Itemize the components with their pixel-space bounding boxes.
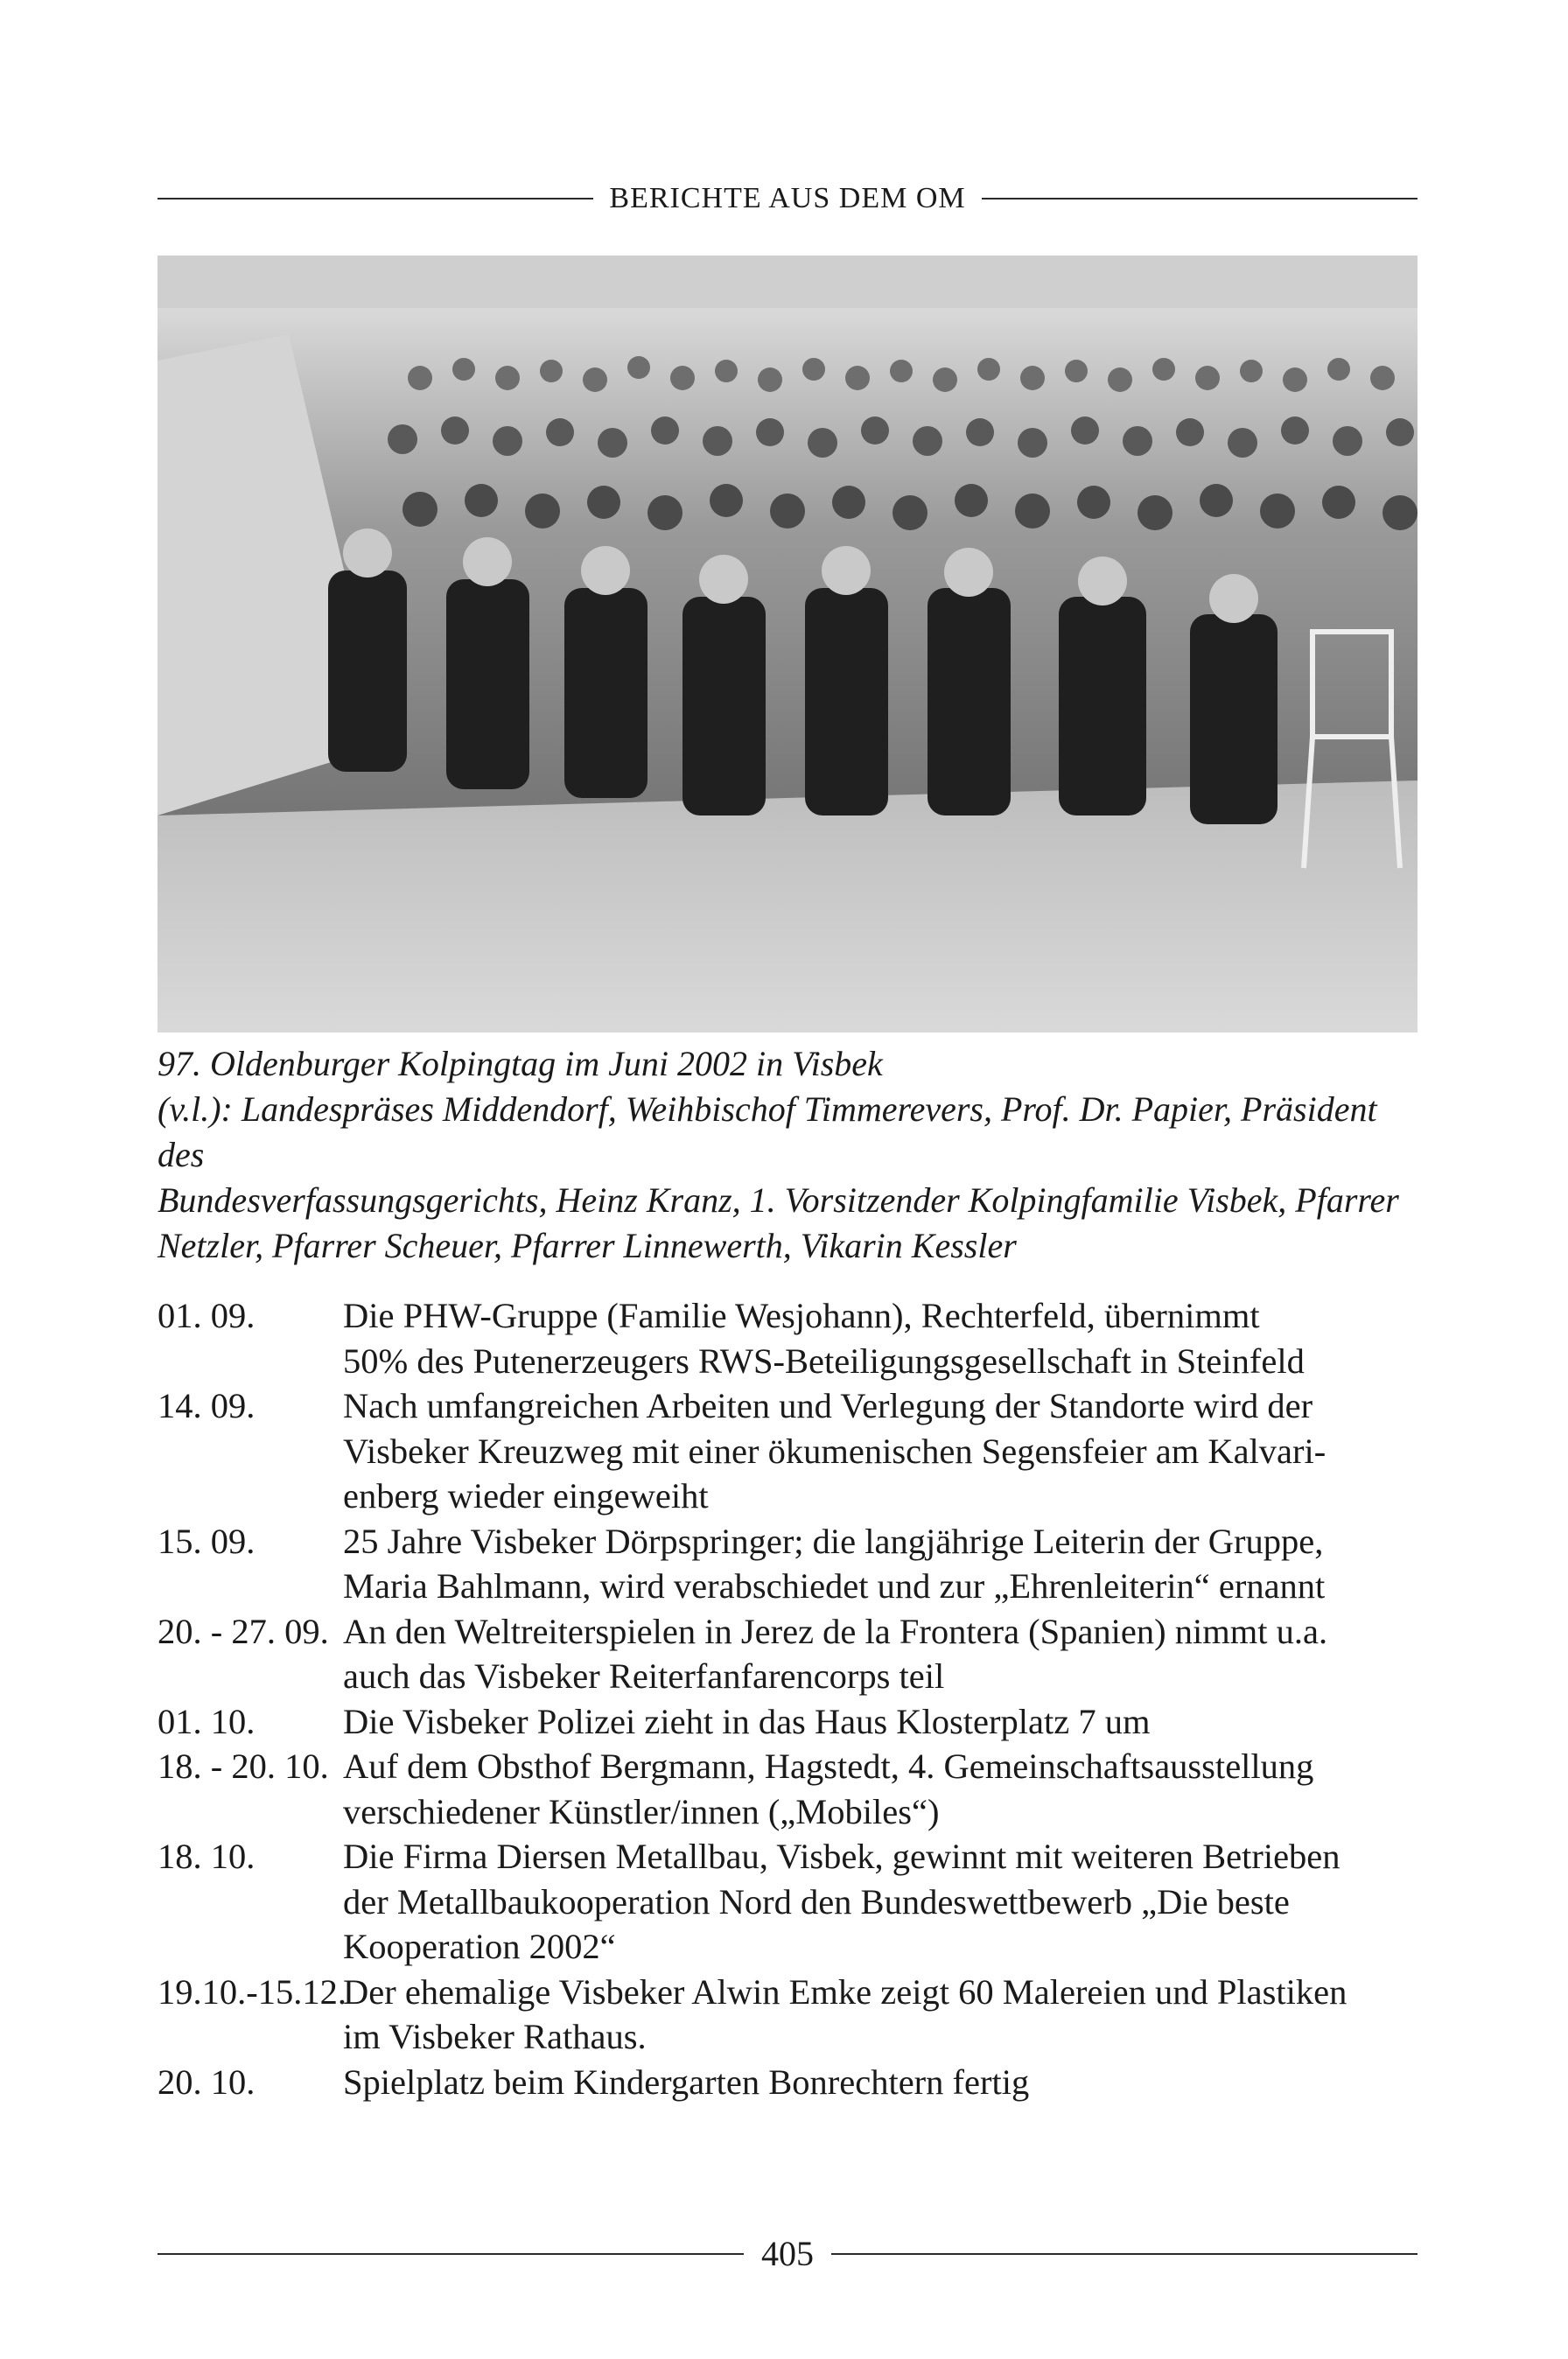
entry-text: [343, 1383, 1418, 1519]
event-photo: [158, 256, 1418, 1032]
entry-line: Spielplatz beim Kindergarten Bonrechtern fertig: [343, 2062, 1030, 2102]
chronicle-list: [158, 1293, 1418, 2104]
chronicle-entry: [158, 1699, 1418, 1745]
caption-line: Bundesverfassungsgerichts, Heinz Kranz, 1. Vorsitzender Kolpingfamilie Visbek, Pfarrer: [158, 1180, 1399, 1220]
entry-date: 18. 10.: [158, 1837, 256, 1876]
entry-line: im Visbeker Rathaus.: [343, 2017, 647, 2056]
caption-line: (v.l.): Landespräses Middendorf, Weihbischof Timmerevers, Prof. Dr. Papier, Präsident des: [158, 1089, 1377, 1174]
entry-text: [343, 1519, 1418, 1609]
entry-date: 18. - 20. 10.: [158, 1746, 329, 1786]
entry-line: An den Weltreiterspielen in Jerez de la Frontera (Spanien) nimmt u.a.: [343, 1611, 1328, 1651]
entry-date: 01. 09.: [158, 1296, 256, 1335]
footer-rule-left: [158, 2253, 744, 2255]
entry-line: Auf dem Obsthof Bergmann, Hagstedt, 4. Gemeinschaftsausstellung: [343, 1746, 1314, 1786]
running-header: [158, 182, 1418, 215]
entry-text: [343, 1970, 1418, 2060]
entry-line: auch das Visbeker Reiterfanfarencorps teil: [343, 1656, 945, 1696]
entry-line: Die Firma Diersen Metallbau, Visbek, gewinnt mit weiteren Betrieben: [343, 1837, 1340, 1876]
entry-line: Maria Bahlmann, wird verabschiedet und zur „Ehrenleiterin“ ernannt: [343, 1566, 1326, 1606]
entry-date: 15. 09.: [158, 1521, 256, 1561]
running-header-title: BERICHTE AUS DEM OM: [609, 182, 966, 214]
entry-date: 20. 10.: [158, 2062, 256, 2102]
event-photo-illustration: [158, 256, 1418, 1032]
chronicle-entry: [158, 1519, 1418, 1609]
entry-text: [343, 1834, 1418, 1970]
entry-line: 25 Jahre Visbeker Dörpspringer; die langjährige Leiterin der Gruppe,: [343, 1521, 1324, 1561]
chronicle-entry: [158, 1609, 1418, 1699]
footer-rule-right: [831, 2253, 1418, 2255]
entry-line: verschiedener Künstler/innen („Mobiles“): [343, 1791, 940, 1831]
entry-date: 19.10.-15.12.: [158, 1971, 346, 2012]
caption-line: 97. Oldenburger Kolpingtag im Juni 2002 in Visbek: [158, 1044, 883, 1083]
entry-line: enberg wieder eingeweiht: [343, 1476, 709, 1516]
entry-line: der Metallbaukooperation Nord den Bundeswettbewerb „Die beste: [343, 1881, 1290, 1922]
entry-line: Die Visbeker Polizei zieht in das Haus Klosterplatz 7 um: [343, 1701, 1151, 1741]
entry-text: [343, 1609, 1418, 1699]
chronicle-entry: [158, 1970, 1418, 2060]
entry-line: Nach umfangreichen Arbeiten und Verlegung der Standorte wird der: [343, 1386, 1313, 1425]
header-rule-left: [158, 198, 593, 200]
entry-line: Visbeker Kreuzweg mit einer ökumenischen Segensfeier am Kalvari-: [343, 1431, 1326, 1471]
entry-date: 01. 10.: [158, 1701, 256, 1741]
page-footer: [158, 2233, 1418, 2274]
entry-date: 14. 09.: [158, 1386, 256, 1425]
entry-line: Der ehemalige Visbeker Alwin Emke zeigt 60 Malereien und Plastiken: [343, 1971, 1348, 2012]
chronicle-entry: [158, 2060, 1418, 2105]
chronicle-entry: [158, 1383, 1418, 1519]
entry-text: [343, 2060, 1418, 2105]
caption-line: Netzler, Pfarrer Scheuer, Pfarrer Linnewerth, Vikarin Kessler: [158, 1226, 1017, 1265]
chronicle-entry: [158, 1293, 1418, 1383]
entry-date: 20. - 27. 09.: [158, 1611, 329, 1651]
entry-line: Kooperation 2002“: [343, 1927, 616, 1966]
photo-caption: [158, 1041, 1418, 1269]
entry-text: [343, 1699, 1418, 1745]
header-rule-right: [982, 198, 1418, 200]
chronicle-entry: [158, 1834, 1418, 1970]
entry-text: [343, 1293, 1418, 1383]
chronicle-entry: [158, 1744, 1418, 1834]
entry-text: [343, 1744, 1418, 1834]
entry-line: 50% des Putenerzeugers RWS-Beteiligungsgesellschaft in Steinfeld: [343, 1340, 1305, 1381]
page-number: 405: [761, 2234, 814, 2273]
entry-line: Die PHW-Gruppe (Familie Wesjohann), Rechterfeld, übernimmt: [343, 1296, 1260, 1335]
